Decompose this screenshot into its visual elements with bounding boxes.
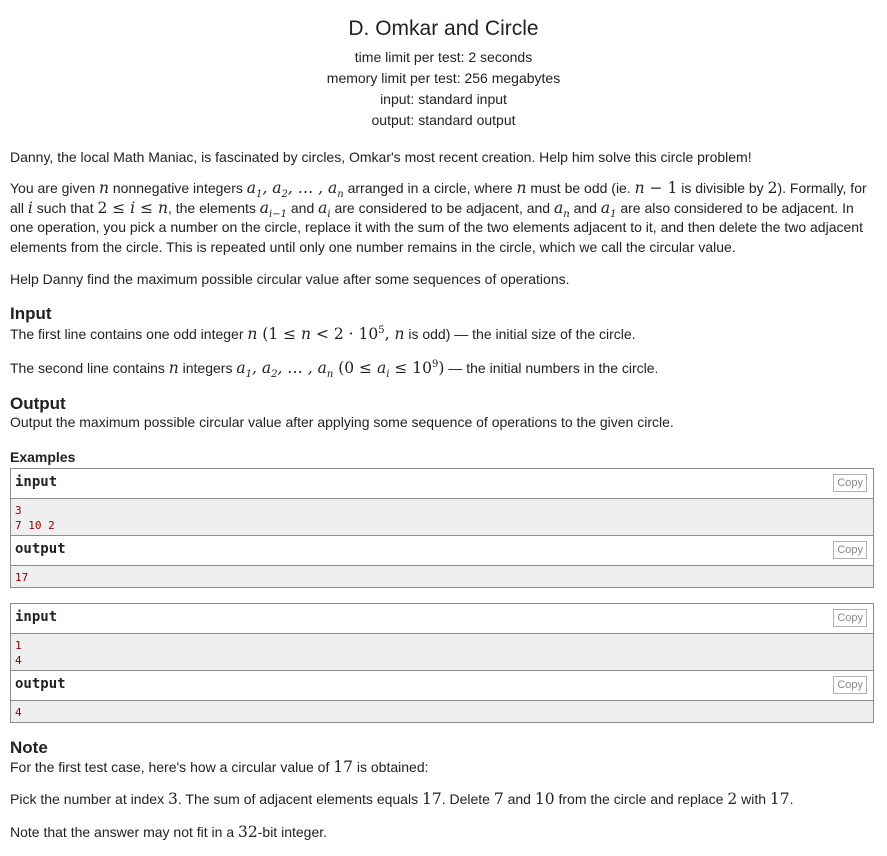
- example-2-output-line: 4: [15, 706, 22, 719]
- example-1-input-copy-button[interactable]: Copy: [833, 474, 867, 492]
- example-2-output-label: output: [15, 676, 66, 692]
- output-text: Output the maximum possible circular value after applying some sequence of operations to the given circle.: [10, 414, 674, 430]
- example-1-input: [10, 468, 874, 588]
- problem-header: [10, 0, 877, 131]
- example-1-input-label: input: [15, 474, 58, 490]
- input-section-title: Input: [10, 304, 52, 323]
- example-1-input-body[interactable]: [11, 499, 873, 535]
- statement-p2-line2: all i such that 2 ≤ i ≤ n, the elements $a_{i-1}$ and $a_i$ are considered to be adjacent, and $a_n$ and $a_1$ are also considered to be adjacent. In: [10, 198, 854, 220]
- example-1-input-header: [11, 469, 873, 499]
- note-title: Note: [10, 738, 48, 757]
- example-2-input-copy-button[interactable]: Copy: [833, 609, 867, 627]
- example-2-input: [10, 603, 874, 723]
- example-2-input-label: input: [15, 609, 58, 625]
- example-2-output-copy-button[interactable]: Copy: [833, 676, 867, 694]
- input-file: input: standard input: [380, 91, 507, 107]
- example-1-output-line: 17: [15, 571, 29, 584]
- note-line1: For the first test case, here's how a circular value of 17 is obtained:: [10, 758, 429, 776]
- example-2-input-header: [11, 604, 873, 634]
- statement-p2: [10, 179, 872, 257]
- input-line1: The first line contains one odd integer n ($1 \le n < 2 \cdot 10^5$, n is odd) — the initial size of the circle.: [10, 324, 636, 343]
- examples-title: Examples: [10, 449, 76, 465]
- example-2-input-line: 4: [15, 654, 22, 667]
- statement-p2-line4: elements from the circle. This is repeated until only one number remains in the circle, which we call the circular value.: [10, 238, 736, 255]
- example-1-output-copy-button[interactable]: Copy: [833, 541, 867, 559]
- example-1-input-line: 7 10 2: [15, 519, 55, 532]
- output-section-title: Output: [10, 394, 66, 413]
- statement-p2-line1: You are given n nonnegative integers $a_1$, $a_2$, … , $a_n$ arranged in a circle, where n must be odd (ie. n − 1 is divisible by 2). Formally, for: [10, 179, 867, 201]
- example-2-output-header: [11, 670, 873, 701]
- example-2-input-body[interactable]: [11, 634, 873, 670]
- output-file: output: standard output: [371, 112, 516, 128]
- memory-limit: memory limit per test: 256 megabytes: [326, 70, 561, 86]
- example-2-input-line: 1: [15, 639, 22, 652]
- example-2-output-body[interactable]: [11, 701, 873, 722]
- statement-p1: Danny, the local Math Maniac, is fascinated by circles, Omkar's most recent creation. Help him solve this circle problem!: [10, 149, 752, 165]
- problem-title: D. Omkar and Circle: [348, 17, 539, 40]
- time-limit: time limit per test: 2 seconds: [354, 49, 533, 65]
- note-line3: Note that the answer may not fit in a 32-bit integer.: [10, 823, 328, 841]
- example-1-output-label: output: [15, 541, 66, 557]
- statement-p2-line3: one operation, you pick a number on the circle, replace it with the sum of the two elements adjacent to it, and then delete the two adjacent: [10, 219, 863, 235]
- example-1-output-header: [11, 535, 873, 566]
- note-line2: Pick the number at index 3. The sum of adjacent elements equals 17. Delete 7 and 10 from the circle and replace 2 with 17.: [10, 790, 794, 808]
- statement-p3: Help Danny find the maximum possible circular value after some sequences of operations.: [10, 271, 570, 287]
- example-1-output-body[interactable]: [11, 566, 873, 587]
- input-line2: The second line contains n integers $a_1$, $a_2$, … , $a_n$ $(0 \le a_i \le 10^9)$ — the initial numbers in the circle.: [10, 358, 659, 381]
- example-1-input-line: 3: [15, 504, 22, 517]
